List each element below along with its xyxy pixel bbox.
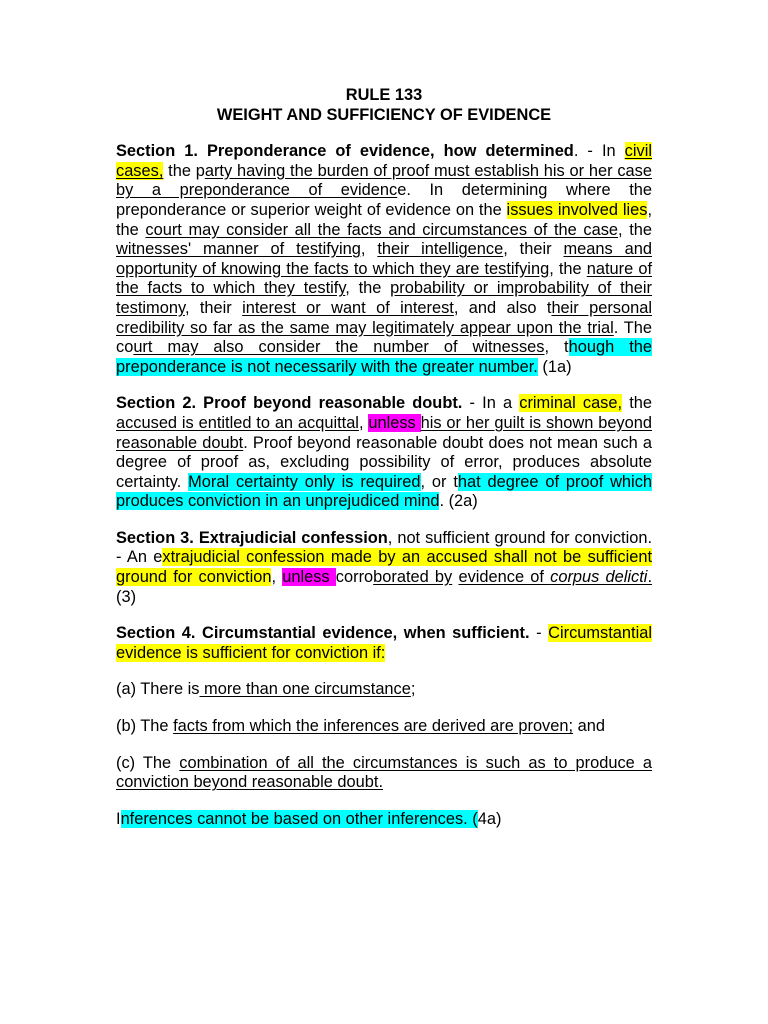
text-run: court may consider all the facts and circumstances of the case: [145, 220, 619, 239]
text-run: urt may also consider the number of witnesses: [133, 338, 545, 357]
text-run: (a) There is: [116, 680, 200, 699]
text-run: (3): [116, 587, 137, 606]
text-run: (1a): [537, 357, 572, 376]
text-run: the: [622, 394, 653, 413]
paragraph-item-b: [116, 717, 652, 737]
text-run: , and also t: [453, 298, 552, 317]
text-run: e. In determining where the preponderance or superior weight of evidence on the: [116, 181, 653, 219]
text-run: corro: [335, 568, 374, 587]
text-run: Moral certainty only is required: [188, 472, 421, 491]
text-run: -: [529, 624, 549, 643]
text-run: means and opportunity of knowing the facts to which they are testifying: [116, 240, 652, 278]
text-run: ,: [358, 413, 369, 432]
text-run: , t: [544, 338, 569, 357]
text-run: corpus delicti: [550, 568, 648, 587]
text-run: (b) The: [116, 717, 174, 736]
text-run: Section 1. Preponderance of evidence, how determined: [116, 142, 574, 161]
text-run: hough the preponderance is not necessarily with the greater number.: [116, 338, 652, 376]
text-run: xtrajudicial confession made by an accused shall not be sufficient ground for conviction: [116, 548, 652, 587]
text-run: accused is entitled to an acquittal: [116, 413, 359, 432]
text-run: Circumstantial evidence is sufficient for conviction if:: [116, 624, 652, 662]
text-run: , or t: [420, 472, 458, 491]
text-run: interest or want of interest: [242, 298, 454, 317]
text-run: unless: [282, 568, 336, 587]
text-run: issues involved lies: [506, 200, 648, 219]
text-run: .: [647, 568, 653, 587]
text-run: hat degree of proof which produces conviction in an unprejudiced mind: [116, 472, 653, 511]
text-run: - In a: [462, 394, 520, 413]
text-run: . (2a): [439, 492, 478, 511]
text-run: (c) The: [116, 753, 180, 772]
text-run: , not sufficient ground for conviction. - An e: [116, 528, 652, 567]
text-run: Section 2. Proof beyond reasonable doubt.: [116, 394, 463, 413]
text-run: probability or improbability of their testimony: [116, 279, 652, 317]
text-run: evidence of: [458, 568, 551, 587]
paragraph-item-a: [116, 680, 652, 700]
document-body: [116, 142, 652, 829]
document-page: [116, 86, 652, 846]
paragraph-closing-note: [116, 810, 652, 830]
text-run: criminal case,: [519, 394, 623, 413]
text-run: nferences cannot be based on other inferences. (: [120, 809, 478, 828]
text-run: ,: [271, 568, 283, 587]
text-run: combination of all the circumstances is such as to produce a conviction beyond reasonable doubt.: [116, 753, 653, 792]
text-run: his or her guilt is shown beyond reasonable doubt: [116, 413, 652, 452]
paragraph-section-4: [116, 624, 652, 663]
text-run: , their: [184, 298, 243, 317]
rule-title: WEIGHT AND SUFFICIENCY OF EVIDENCE: [216, 105, 552, 124]
paragraph-item-c: [116, 754, 652, 793]
text-run: 4a): [477, 809, 502, 828]
text-run: unless: [368, 413, 421, 432]
text-run: , the: [345, 279, 391, 298]
text-run: . The co: [116, 318, 652, 357]
text-run: I: [116, 809, 121, 828]
text-run: their intelligence: [377, 240, 504, 259]
text-run: Section 4. Circumstantial evidence, when sufficient.: [116, 624, 530, 643]
paragraph-section-3: [116, 529, 652, 607]
text-run: . Proof beyond reasonable doubt does not mean such a degree of proof as, excluding possibility of error, produces absolute certainty.: [116, 433, 652, 491]
text-run: the p: [163, 161, 205, 180]
text-run: more than one circumstance: [199, 680, 411, 699]
text-run: arty having the burden of proof must establish his or her case by a preponderance of evidenc: [116, 161, 652, 200]
text-run: heir personal credibility so far as the same may legitimately appear upon the trial: [116, 298, 652, 337]
text-run: , the: [549, 259, 587, 278]
text-run: ;: [410, 680, 416, 699]
text-run: borated by: [373, 568, 453, 587]
text-run: and: [573, 717, 605, 736]
paragraph-section-2: [116, 394, 652, 512]
text-run: , their: [503, 240, 564, 259]
text-run: , the: [116, 200, 652, 239]
text-run: Section 3. Extrajudicial confession: [116, 528, 388, 547]
rule-number: RULE 133: [345, 86, 423, 104]
text-run: . - In: [573, 142, 625, 161]
text-run: civil cases,: [116, 142, 652, 180]
text-run: nature of the facts to which they testify: [116, 259, 653, 298]
paragraph-section-1: [116, 142, 652, 377]
text-run: facts from which the inferences are derived are proven;: [173, 717, 574, 736]
text-run: witnesses' manner of testifying: [116, 240, 361, 259]
text-run: ,: [360, 240, 378, 259]
text-run: , the: [618, 220, 652, 239]
